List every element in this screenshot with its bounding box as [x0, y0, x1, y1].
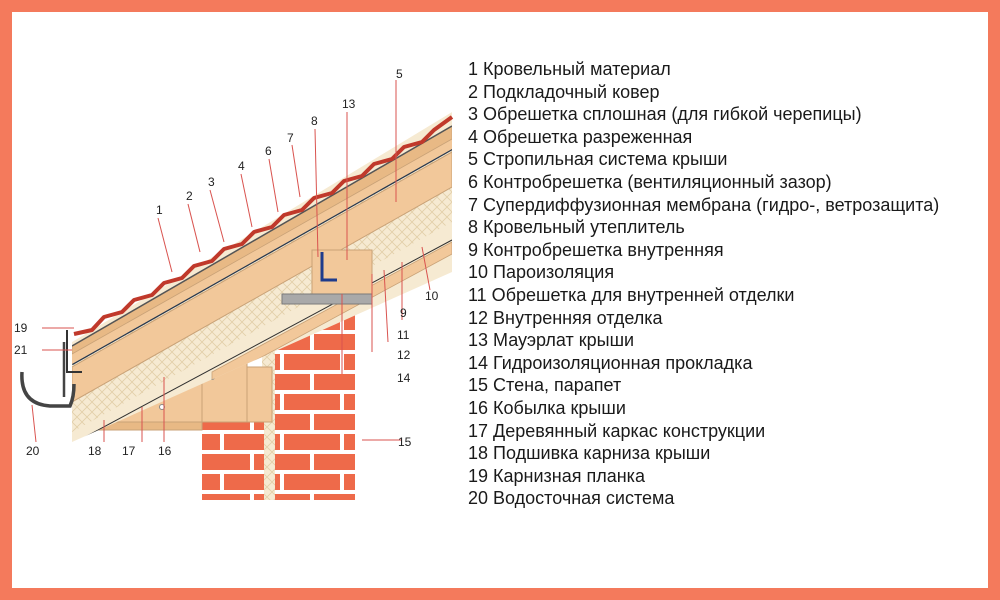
diagram-frame [12, 12, 988, 588]
callout-12: 12 [397, 348, 411, 362]
callout-3: 3 [208, 175, 215, 189]
legend-item: 1 Кровельный материал [468, 59, 671, 79]
callout-20: 20 [26, 444, 40, 458]
legend-item: 2 Подкладочный ковер [468, 81, 660, 102]
legend-item: 12 Внутренняя отделка [468, 307, 663, 328]
callout-2: 2 [186, 189, 193, 203]
brick-wall-lower [202, 417, 264, 500]
legend-item: 7 Супердиффузионная мембрана (гидро-, ветрозащита) [468, 194, 940, 215]
legend-item: 9 Контробрешетка внутренняя [468, 239, 724, 260]
callout-11: 11 [397, 328, 410, 342]
legend-item: 20 Водосточная система [468, 488, 675, 509]
callout-9: 9 [400, 306, 407, 320]
callout-21: 21 [14, 343, 28, 357]
callout-16: 16 [158, 444, 172, 458]
callout-10: 10 [425, 289, 439, 303]
callout-19: 19 [14, 321, 28, 335]
callout-13: 13 [342, 97, 356, 111]
legend-item: 5 Стропильная система крыши [468, 149, 728, 170]
legend-item: 8 Кровельный утеплитель [468, 217, 685, 238]
legend-item: 10 Пароизоляция [468, 262, 615, 283]
legend-item: 19 Карнизная планка [468, 465, 645, 486]
legend-item: 13 Мауэрлат крыши [468, 330, 635, 351]
callout-8: 8 [311, 114, 318, 128]
legend-item: 3 Обрешетка сплошная (для гибкой черепицы) [468, 104, 862, 125]
legend-item: 4 Обрешетка разреженная [468, 126, 693, 147]
callout-15: 15 [398, 435, 412, 449]
legend-item: 17 Деревянный каркас конструкции [468, 420, 766, 441]
waterproof-gasket [282, 294, 372, 304]
legend-list [468, 58, 988, 510]
callout-5: 5 [396, 67, 403, 81]
legend-item: 6 Контробрешетка (вентиляционный зазор) [468, 171, 832, 192]
callout-14: 14 [397, 371, 411, 385]
callout-4: 4 [238, 159, 245, 173]
callout-17: 17 [122, 444, 136, 458]
legend-item: 18 Подшивка карниза крыши [468, 443, 711, 464]
legend-item: 14 Гидроизоляционная прокладка [468, 352, 753, 373]
callout-7: 7 [287, 131, 294, 145]
legend-item: 16 Кобылка крыши [468, 397, 626, 418]
callout-18: 18 [88, 444, 102, 458]
callout-6: 6 [265, 144, 272, 158]
callout-1: 1 [156, 203, 163, 217]
gutter [22, 372, 74, 406]
legend-item: 11 Обрешетка для внутренней отделки [468, 284, 795, 305]
legend-item: 15 Стена, парапет [468, 375, 622, 396]
